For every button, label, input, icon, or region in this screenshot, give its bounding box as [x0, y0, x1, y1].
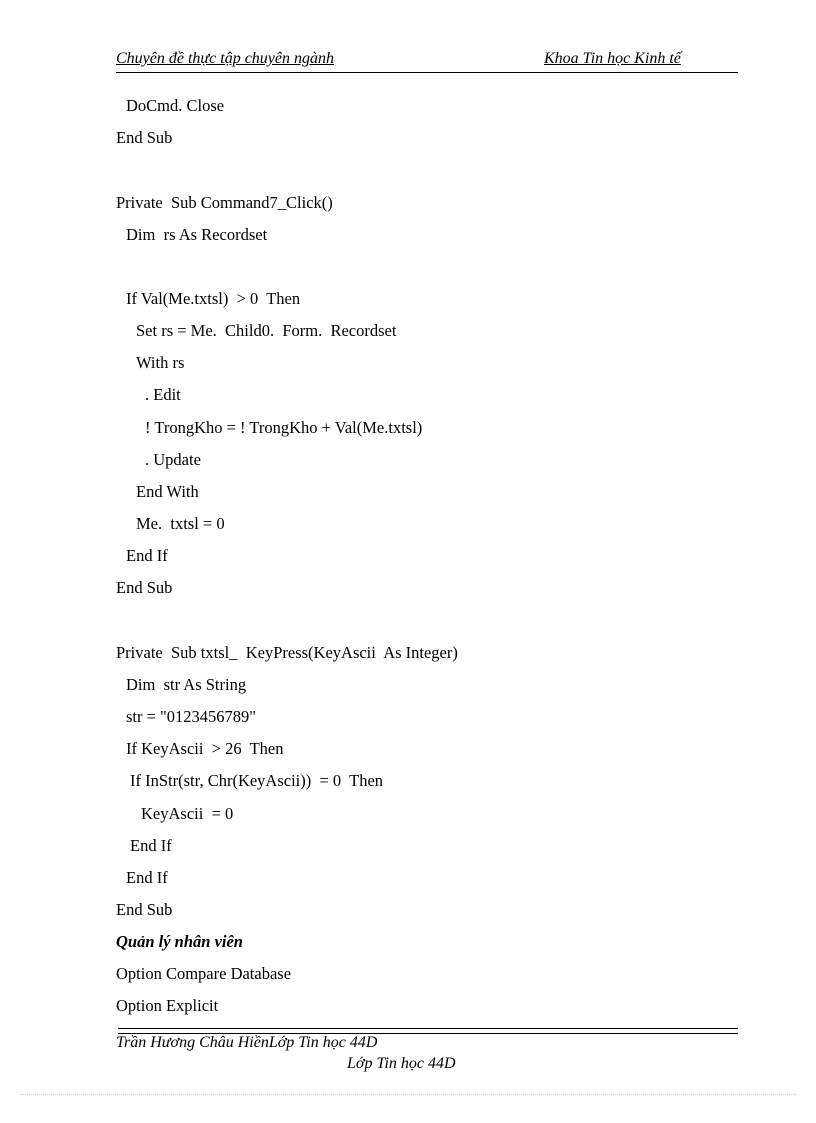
page-header — [116, 50, 738, 73]
code-line: KeyAscii = 0 — [141, 804, 234, 823]
footer-author: Trần Hương Châu HiềnLớp Tin học 44D — [116, 1034, 378, 1051]
code-line: End If — [126, 546, 168, 565]
code-line: If Val(Me.txtsl) > 0 Then — [126, 289, 301, 308]
code-line: If InStr(str, Chr(KeyAscii)) = 0 Then — [130, 771, 384, 790]
code-line: ! TrongKho = ! TrongKho + Val(Me.txtsl) — [145, 418, 423, 437]
code-line: With rs — [136, 353, 185, 372]
code-line: DoCmd. Close — [126, 96, 225, 115]
code-line: str = "0123456789" — [126, 707, 257, 726]
footer-class: Lớp Tin học 44D — [347, 1055, 456, 1072]
code-line: End If — [130, 836, 172, 855]
header-left-title: Chuyên đề thực tập chuyên ngành — [116, 50, 334, 67]
header-right-title: Khoa Tin học Kinh tế — [544, 50, 681, 67]
page-edge-divider — [20, 1094, 796, 1095]
code-line: Me. txtsl = 0 — [136, 514, 225, 533]
code-line: Option Compare Database — [116, 964, 292, 983]
code-line: . Edit — [145, 385, 181, 404]
code-line: Set rs = Me. Child0. Form. Recordset — [136, 321, 397, 340]
code-line: Dim str As String — [126, 675, 247, 694]
code-line: If KeyAscii > 26 Then — [126, 739, 284, 758]
code-line: . Update — [145, 450, 201, 469]
code-line: End Sub — [116, 128, 173, 147]
code-line: Dim rs As Recordset — [126, 225, 268, 244]
code-line: Private Sub txtsl_ KeyPress(KeyAscii As Integer) — [116, 643, 458, 662]
section-heading: Quản lý nhân viên — [116, 932, 243, 951]
code-line: Private Sub Command7_Click() — [116, 193, 333, 212]
code-line: End If — [126, 868, 168, 887]
code-line: End With — [136, 482, 199, 501]
code-line: End Sub — [116, 900, 173, 919]
code-line: End Sub — [116, 578, 173, 597]
code-line: Option Explicit — [116, 996, 219, 1015]
